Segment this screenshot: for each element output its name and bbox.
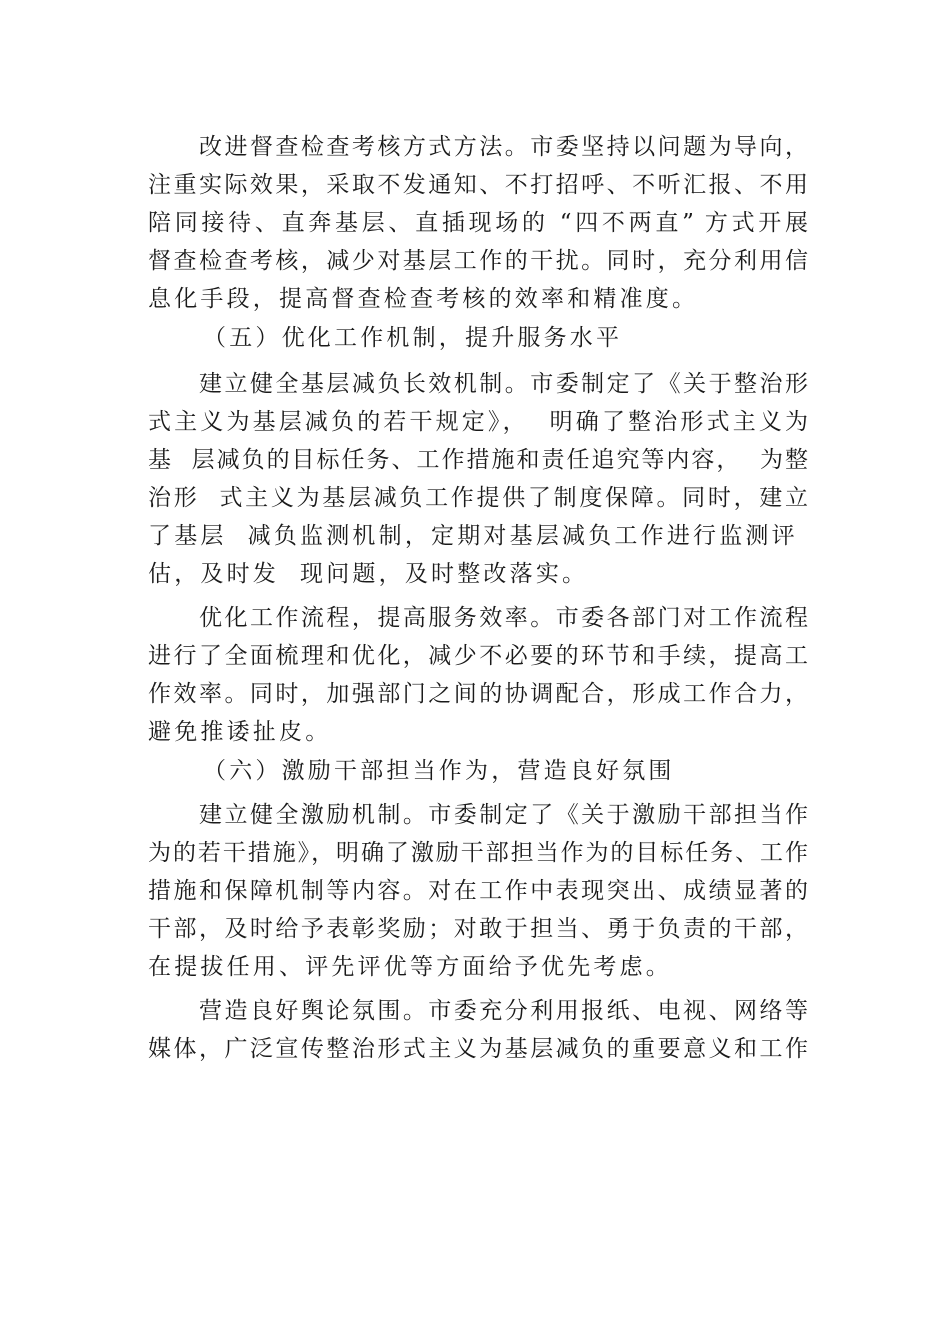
paragraph-4-line-3: 措施和保障机制等内容。对在工作中表现突出、成绩显著的 [148,878,808,904]
paragraph-4-line-4: 干部，及时给予表彰奖励；对敢于担当、勇于负责的干部， [148,916,808,942]
paragraph-2-line-5: 了基层 减负监测机制，定期对基层减负工作进行监测评 [148,523,798,549]
paragraph-4-line-1: 建立健全激励机制。市委制定了《关于激励干部担当作 [199,802,808,828]
section-heading-6: （六）激励干部担当作为，营造良好氛围 [203,758,675,784]
paragraph-3-line-1: 优化工作流程，提高服务效率。市委各部门对工作流程 [199,605,808,631]
paragraph-3-line-3: 作效率。同时，加强部门之间的协调配合，形成工作合力， [148,681,808,707]
paragraph-2-line-6: 估，及时发 现问题，及时整改落实。 [148,561,589,587]
paragraph-1-line-3: 陪同接待、直奔基层、直插现场的 “四不两直” 方式开展 [148,210,808,236]
paragraph-2-line-1: 建立健全基层减负长效机制。市委制定了《关于整治形 [199,371,808,397]
paragraph-1-line-5: 息化手段，提高督查检查考核的效率和精准度。 [148,286,699,312]
paragraph-4-line-2: 为的若干措施》，明确了激励干部担当作为的目标任务、工作 [148,840,808,866]
paragraph-3-line-4: 避免推诿扯皮。 [148,719,332,745]
paragraph-5-line-1: 营造良好舆论氛围。市委充分利用报纸、电视、网络等 [199,998,808,1024]
paragraph-4-line-5: 在提拔任用、评先评优等方面给予优先考虑。 [148,954,672,980]
paragraph-2-line-2: 式主义为基层减负的若干规定》， 明确了整治形式主义为 [148,409,808,435]
paragraph-2-line-4: 治形 式主义为基层减负工作提供了制度保障。同时，建立 [148,485,808,511]
paragraph-5-line-2: 媒体，广泛宣传整治形式主义为基层减负的重要意义和工作 [148,1036,808,1062]
paragraph-1-line-2: 注重实际效果，采取不发通知、不打招呼、不听汇报、不用 [148,172,808,198]
paragraph-2-line-3: 基 层减负的目标任务、工作措施和责任追究等内容， 为整 [148,447,808,473]
paragraph-1-line-4: 督查检查考核，减少对基层工作的干扰。同时，充分利用信 [148,248,808,274]
paragraph-3-line-2: 进行了全面梳理和优化，减少不必要的环节和手续，提高工 [148,643,808,669]
paragraph-1-line-1: 改进督查检查考核方式方法。市委坚持以问题为导向， [199,134,808,160]
section-heading-5: （五）优化工作机制，提升服务水平 [203,325,623,351]
